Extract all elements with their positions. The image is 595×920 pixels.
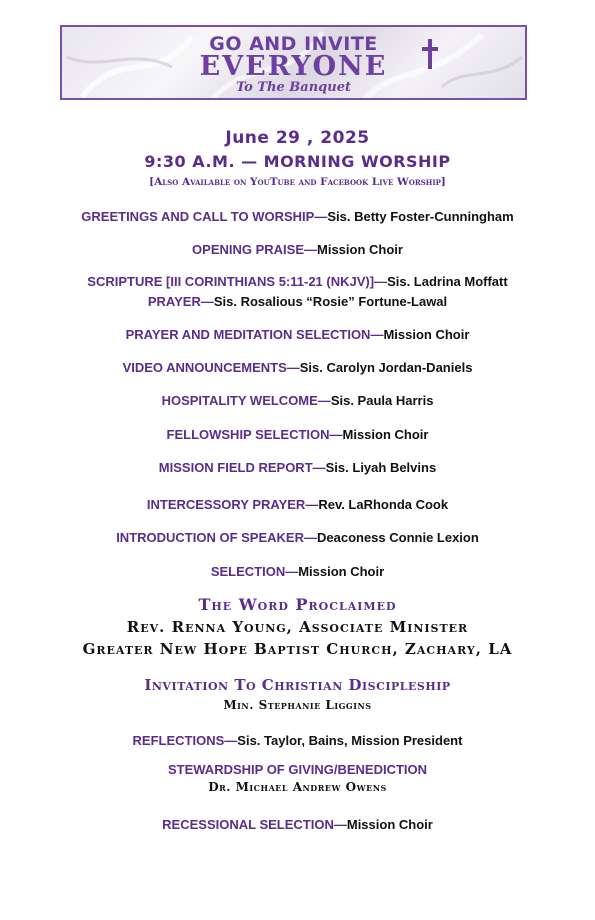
program-person: Sis. Paula Harris [330,393,434,408]
service-time: 9:30 A.M. — MORNING WORSHIP [144,152,451,171]
program-title: INTERCESSORY PRAYER— [146,497,319,512]
program-item [0,239,595,258]
reflections-item [0,730,595,749]
program-person: Mission Choir [383,327,470,342]
program-item [0,457,595,476]
stewardship-title: STEWARDSHIP OF GIVING/BENEDICTION [167,762,428,777]
program-item [0,424,595,443]
program-title: PRAYER— [147,294,214,309]
program-item [0,324,595,343]
program-item [0,390,595,409]
invitation-person: Min. Stephanie Liggins [223,698,372,712]
invitation-heading: Invitation To Christian Discipleship [144,676,451,694]
program-item [0,527,595,546]
program-person: Deaconess Connie Lexion [316,530,479,545]
program-person: Sis. Liyah Belvins [325,460,437,475]
service-date: June 29 , 2025 [225,128,370,148]
banner-line2: EVERYONE [199,51,388,82]
program-item [0,494,595,513]
streaming-note: [Also Available on YouTube and Facebook Live Worship] [149,176,446,188]
speaker-church: Greater New Hope Baptist Church, Zachary, LA [82,640,513,658]
program-title: VIDEO ANNOUNCEMENTS— [122,360,300,375]
recessional-item [0,814,595,833]
program-person: Mission Choir [342,427,429,442]
speaker-name: Rev. Renna Young, Associate Minister [126,618,469,636]
program-title: MISSION FIELD REPORT— [158,460,326,475]
stewardship-person: Dr. Michael Andrew Owens [208,780,387,794]
program-person: Mission Choir [298,564,385,579]
program-item [0,271,595,290]
word-heading: The Word Proclaimed [198,595,397,614]
banner-line1: GO AND INVITE [209,33,378,55]
program-person: Sis. Ladrina Moffatt [387,274,508,289]
program-item [0,291,595,310]
program-person: Mission Choir [346,817,433,832]
program-person: Rev. LaRhonda Cook [318,497,449,512]
banner-line3: To The Banquet [236,80,351,95]
program-person: Sis. Taylor, Bains, Mission President [237,733,463,748]
program-title: OPENING PRAISE— [192,242,317,257]
program-person: Mission Choir [317,242,403,257]
program-item [0,357,595,376]
program-item [0,206,595,225]
program-title: INTRODUCTION OF SPEAKER— [116,530,317,545]
program-person: Sis. Carolyn Jordan-Daniels [299,360,473,375]
program-title: RECESSIONAL SELECTION— [162,817,347,832]
program-title: PRAYER AND MEDITATION SELECTION— [125,327,384,342]
program-title: FELLOWSHIP SELECTION— [166,427,343,442]
program-person: Sis. Betty Foster-Cunningham [327,209,514,224]
program-title: SELECTION— [210,564,299,579]
program-title: HOSPITALITY WELCOME— [161,393,331,408]
program-title: SCRIPTURE [III CORINTHIANS 5:11-21 (NKJV)]— [87,274,388,289]
banner-image [60,25,527,100]
program-title: REFLECTIONS— [132,733,238,748]
program-person: Sis. Rosalious “Rosie” Fortune-Lawal [213,294,448,309]
program-item [0,561,595,580]
program-title: GREETINGS AND CALL TO WORSHIP— [81,209,328,224]
